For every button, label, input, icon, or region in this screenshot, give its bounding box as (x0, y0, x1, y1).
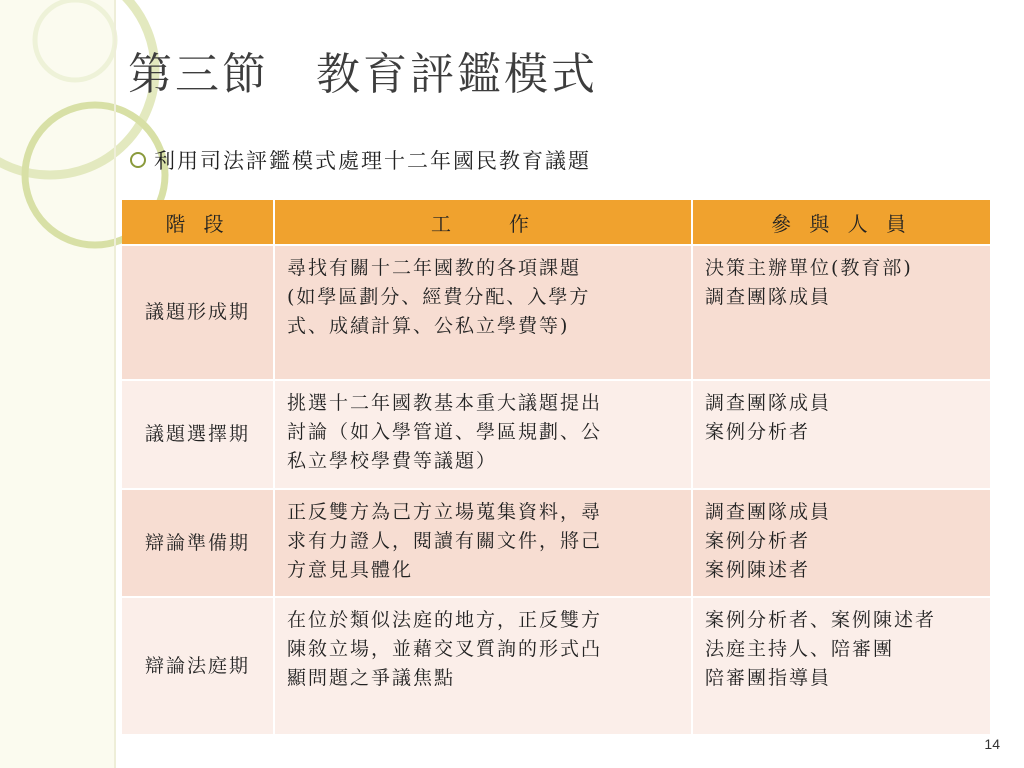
work-line: 挑選十二年國教基本重大議題提出 (287, 392, 603, 414)
people-cell (693, 598, 990, 734)
people-cell (693, 381, 990, 488)
people-line: 調查團隊成員 (705, 501, 832, 523)
stage-cell: 議題形成期 (122, 246, 273, 379)
stage-cell: 議題選擇期 (122, 381, 273, 488)
work-line: 在位於類似法庭的地方，正反雙方 (287, 609, 603, 631)
table-header-row (122, 200, 990, 244)
work-line: 求有力證人，閱讀有關文件，將己 (287, 530, 603, 552)
stage-cell: 辯論準備期 (122, 490, 273, 596)
work-line: 正反雙方為己方立場蒐集資料，尋 (287, 501, 603, 523)
work-cell (275, 598, 691, 734)
people-cell (693, 246, 990, 379)
people-line: 案例陳述者 (705, 559, 811, 581)
work-line: 私立學校學費等議題） (287, 450, 498, 472)
work-cell (275, 381, 691, 488)
work-line: 式、成績計算、公私立學費等) (287, 315, 570, 337)
header-work: 工 作 (275, 200, 691, 244)
bullet-item (130, 145, 591, 175)
page-number: 14 (984, 736, 1000, 752)
bullet-circle-icon (130, 152, 146, 168)
people-line: 陪審團指導員 (705, 667, 832, 689)
slide-title: 第三節 教育評鑑模式 (128, 49, 598, 100)
people-cell (693, 490, 990, 596)
people-line: 調查團隊成員 (705, 286, 832, 308)
people-line: 案例分析者、案例陳述者 (705, 609, 937, 631)
work-line: 陳敘立場，並藉交叉質詢的形式凸 (287, 638, 603, 660)
evaluation-table (120, 198, 992, 736)
people-line: 案例分析者 (705, 530, 811, 552)
work-cell (275, 246, 691, 379)
work-line: 尋找有關十二年國教的各項課題 (287, 257, 582, 279)
work-line: 方意見具體化 (287, 559, 414, 581)
table-row (122, 490, 990, 596)
work-cell (275, 490, 691, 596)
people-line: 法庭主持人、陪審團 (705, 638, 895, 660)
header-stage: 階 段 (122, 200, 273, 244)
work-line: 顯問題之爭議焦點 (287, 667, 456, 689)
stage-cell: 辯論法庭期 (122, 598, 273, 734)
people-line: 決策主辦單位(教育部) (705, 257, 913, 279)
table-row (122, 381, 990, 488)
table-row (122, 246, 990, 379)
table-row (122, 598, 990, 734)
bullet-text: 利用司法評鑑模式處理十二年國民教育議題 (154, 149, 591, 173)
people-line: 案例分析者 (705, 421, 811, 443)
header-people: 參 與 人 員 (693, 200, 990, 244)
work-line: (如學區劃分、經費分配、入學方 (287, 286, 591, 308)
work-line: 討論（如入學管道、學區規劃、公 (287, 421, 603, 443)
people-line: 調查團隊成員 (705, 392, 832, 414)
